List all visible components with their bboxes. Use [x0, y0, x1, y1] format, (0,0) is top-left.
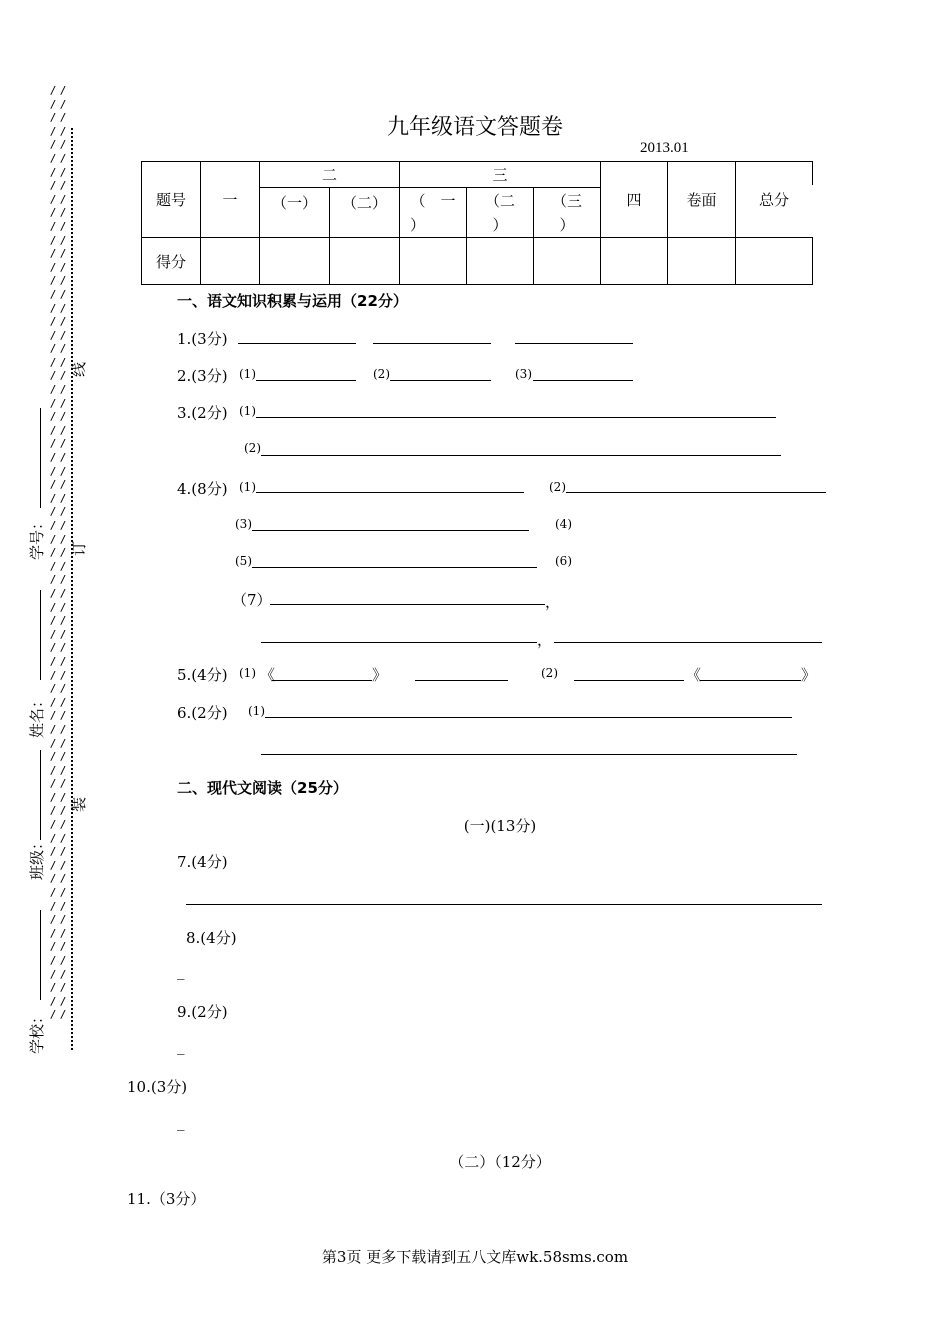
- col-total: 总分: [736, 162, 813, 238]
- label-question-number: 题号: [142, 162, 201, 238]
- q5-sub-1: (1): [239, 666, 256, 680]
- q4-sub-2: (2): [549, 480, 566, 494]
- page-footer: 第3页 更多下载请到五八文库wk.58sms.com: [321, 1248, 629, 1266]
- q4-blank-7b[interactable]: [261, 642, 537, 643]
- score-cell-3-3[interactable]: [534, 238, 601, 285]
- q4-sub-5: (5): [235, 554, 252, 568]
- q3-label: 3.(2分): [177, 404, 228, 422]
- sub-3-1-bottom: ）: [410, 215, 426, 234]
- q7-label: 7.(4分): [177, 853, 228, 871]
- q3-sub-2: (2): [244, 441, 261, 455]
- q4-blank-2[interactable]: [566, 492, 826, 493]
- sub-2-1: （一）: [260, 188, 330, 238]
- margin-label-number: 学号：: [28, 514, 46, 560]
- margin-blank-number: [40, 408, 41, 508]
- q5-label: 5.(4分): [177, 666, 228, 684]
- q5-blank-3[interactable]: [574, 680, 684, 681]
- q9-dash: _: [177, 1037, 185, 1055]
- q4-sub-4: (4): [555, 517, 572, 531]
- q4-sub-3: (3): [235, 517, 252, 531]
- q6-label: 6.(2分): [177, 704, 228, 722]
- q6-sub-1: (1): [248, 704, 265, 718]
- binding-slashes-outer: / / / / / / / / / / / / / / / / / / / / / / / / / / / / / / / / / / / / / / / / / / / / / / / / / / / / / / / / / / / / / / / / / / / / /: [49, 84, 57, 1022]
- q5-book-open-2: 《: [686, 666, 702, 684]
- score-cell-4[interactable]: [601, 238, 668, 285]
- q6-blank-1[interactable]: [265, 717, 792, 718]
- q2-blank-2[interactable]: [390, 380, 491, 381]
- sub-3-1: [400, 188, 467, 238]
- score-cell-surface[interactable]: [668, 238, 736, 285]
- sub-3-2-top: （二: [484, 191, 515, 210]
- q2-sub-2: (2): [373, 367, 390, 381]
- margin-blank-name: [40, 590, 41, 680]
- q5-book-close-1: 》: [372, 666, 388, 684]
- q5-book-close-2: 》: [801, 666, 817, 684]
- q8-dash: _: [177, 962, 185, 980]
- section2-part1: (一)(13分): [463, 817, 537, 835]
- margin-label-name: 姓名：: [28, 692, 46, 738]
- margin-blank-school: [40, 910, 41, 1000]
- margin-label-class: 班级：: [28, 834, 46, 880]
- margin-label-school: 学校：: [28, 1008, 46, 1054]
- sub-2-2: （二）: [330, 188, 400, 238]
- q1-label: 1.(3分): [177, 330, 228, 348]
- sub-3-2: [467, 188, 534, 238]
- q5-blank-4[interactable]: [700, 680, 801, 681]
- q5-sub-2: (2): [541, 666, 558, 680]
- q10-dash: _: [177, 1113, 185, 1131]
- q4-comma-1: ，: [545, 593, 561, 611]
- label-score: 得分: [142, 238, 201, 285]
- sub-3-1-top: （ 一: [410, 191, 456, 210]
- q3-blank-1[interactable]: [256, 417, 776, 418]
- margin-label-zhuang: 装: [70, 796, 88, 812]
- margin-label-xian: 线: [70, 361, 88, 377]
- q2-blank-1[interactable]: [256, 380, 356, 381]
- col-section-4: 四: [601, 162, 668, 238]
- col-section-1: 一: [201, 162, 260, 238]
- score-cell-3-1[interactable]: [400, 238, 467, 285]
- q2-label: 2.(3分): [177, 367, 228, 385]
- section2-part2: （二）（12分）: [449, 1153, 551, 1171]
- binding-dotted-line: [71, 128, 73, 1050]
- sub-3-3-top: （三: [551, 191, 582, 210]
- score-cell-2-1[interactable]: [260, 238, 330, 285]
- q2-blank-3[interactable]: [533, 380, 633, 381]
- q4-blank-5[interactable]: [252, 567, 537, 568]
- section1-heading: 一、语文知识积累与运用（22分）: [177, 292, 408, 310]
- section2-heading: 二、现代文阅读（25分）: [177, 779, 348, 797]
- sub-3-2-bottom: ）: [492, 215, 508, 234]
- q5-blank-1[interactable]: [272, 680, 372, 681]
- q4-blank-3[interactable]: [252, 530, 529, 531]
- q4-sub-7: （7）: [232, 591, 272, 609]
- score-cell-1[interactable]: [201, 238, 260, 285]
- q4-blank-1[interactable]: [256, 492, 524, 493]
- binding-slashes-inner: / / / / / / / / / / / / / / / / / / / / / / / / / / / / / / / / / / / / / / / / / / / / / / / / / / / / / / / / / / / / / / / / / / / / /: [59, 84, 67, 1022]
- q1-blank-1[interactable]: [238, 343, 356, 344]
- q2-sub-1: (1): [239, 367, 256, 381]
- q8-label: 8.(4分): [186, 929, 237, 947]
- q4-sub-6: (6): [555, 554, 572, 568]
- q1-blank-3[interactable]: [515, 343, 633, 344]
- margin-label-ding: 订: [70, 540, 88, 556]
- q4-label: 4.(8分): [177, 480, 228, 498]
- sub-3-3-bottom: ）: [559, 215, 575, 234]
- score-cell-total[interactable]: [736, 238, 813, 285]
- table-right-stub: [812, 161, 813, 185]
- q10-label: 10.(3分): [127, 1078, 188, 1096]
- table-top-extension: [804, 161, 812, 162]
- q1-blank-2[interactable]: [373, 343, 491, 344]
- sub-3-3: [534, 188, 601, 238]
- q4-sub-1: (1): [239, 480, 256, 494]
- q4-blank-7c[interactable]: [554, 642, 822, 643]
- q5-book-open-1: 《: [260, 666, 276, 684]
- q5-blank-2[interactable]: [415, 680, 508, 681]
- score-table: [141, 161, 813, 285]
- col-surface: 卷面: [668, 162, 736, 238]
- exam-date: 2013.01: [640, 140, 689, 156]
- q6-blank-2[interactable]: [261, 754, 797, 755]
- page-title: 九年级语文答题卷: [386, 115, 563, 140]
- q2-sub-3: (3): [515, 367, 532, 381]
- q3-blank-2[interactable]: [261, 455, 781, 456]
- q9-label: 9.(2分): [177, 1003, 228, 1021]
- score-cell-2-2[interactable]: [330, 238, 400, 285]
- q3-sub-1: (1): [239, 404, 256, 418]
- col-section-2: 二: [260, 162, 400, 188]
- q4-blank-7a[interactable]: [270, 604, 545, 605]
- score-cell-3-2[interactable]: [467, 238, 534, 285]
- col-section-3: 三: [400, 162, 601, 188]
- q4-comma-2: ，: [537, 631, 553, 649]
- q7-blank[interactable]: [186, 904, 822, 905]
- q11-label: 11.（3分）: [127, 1190, 206, 1208]
